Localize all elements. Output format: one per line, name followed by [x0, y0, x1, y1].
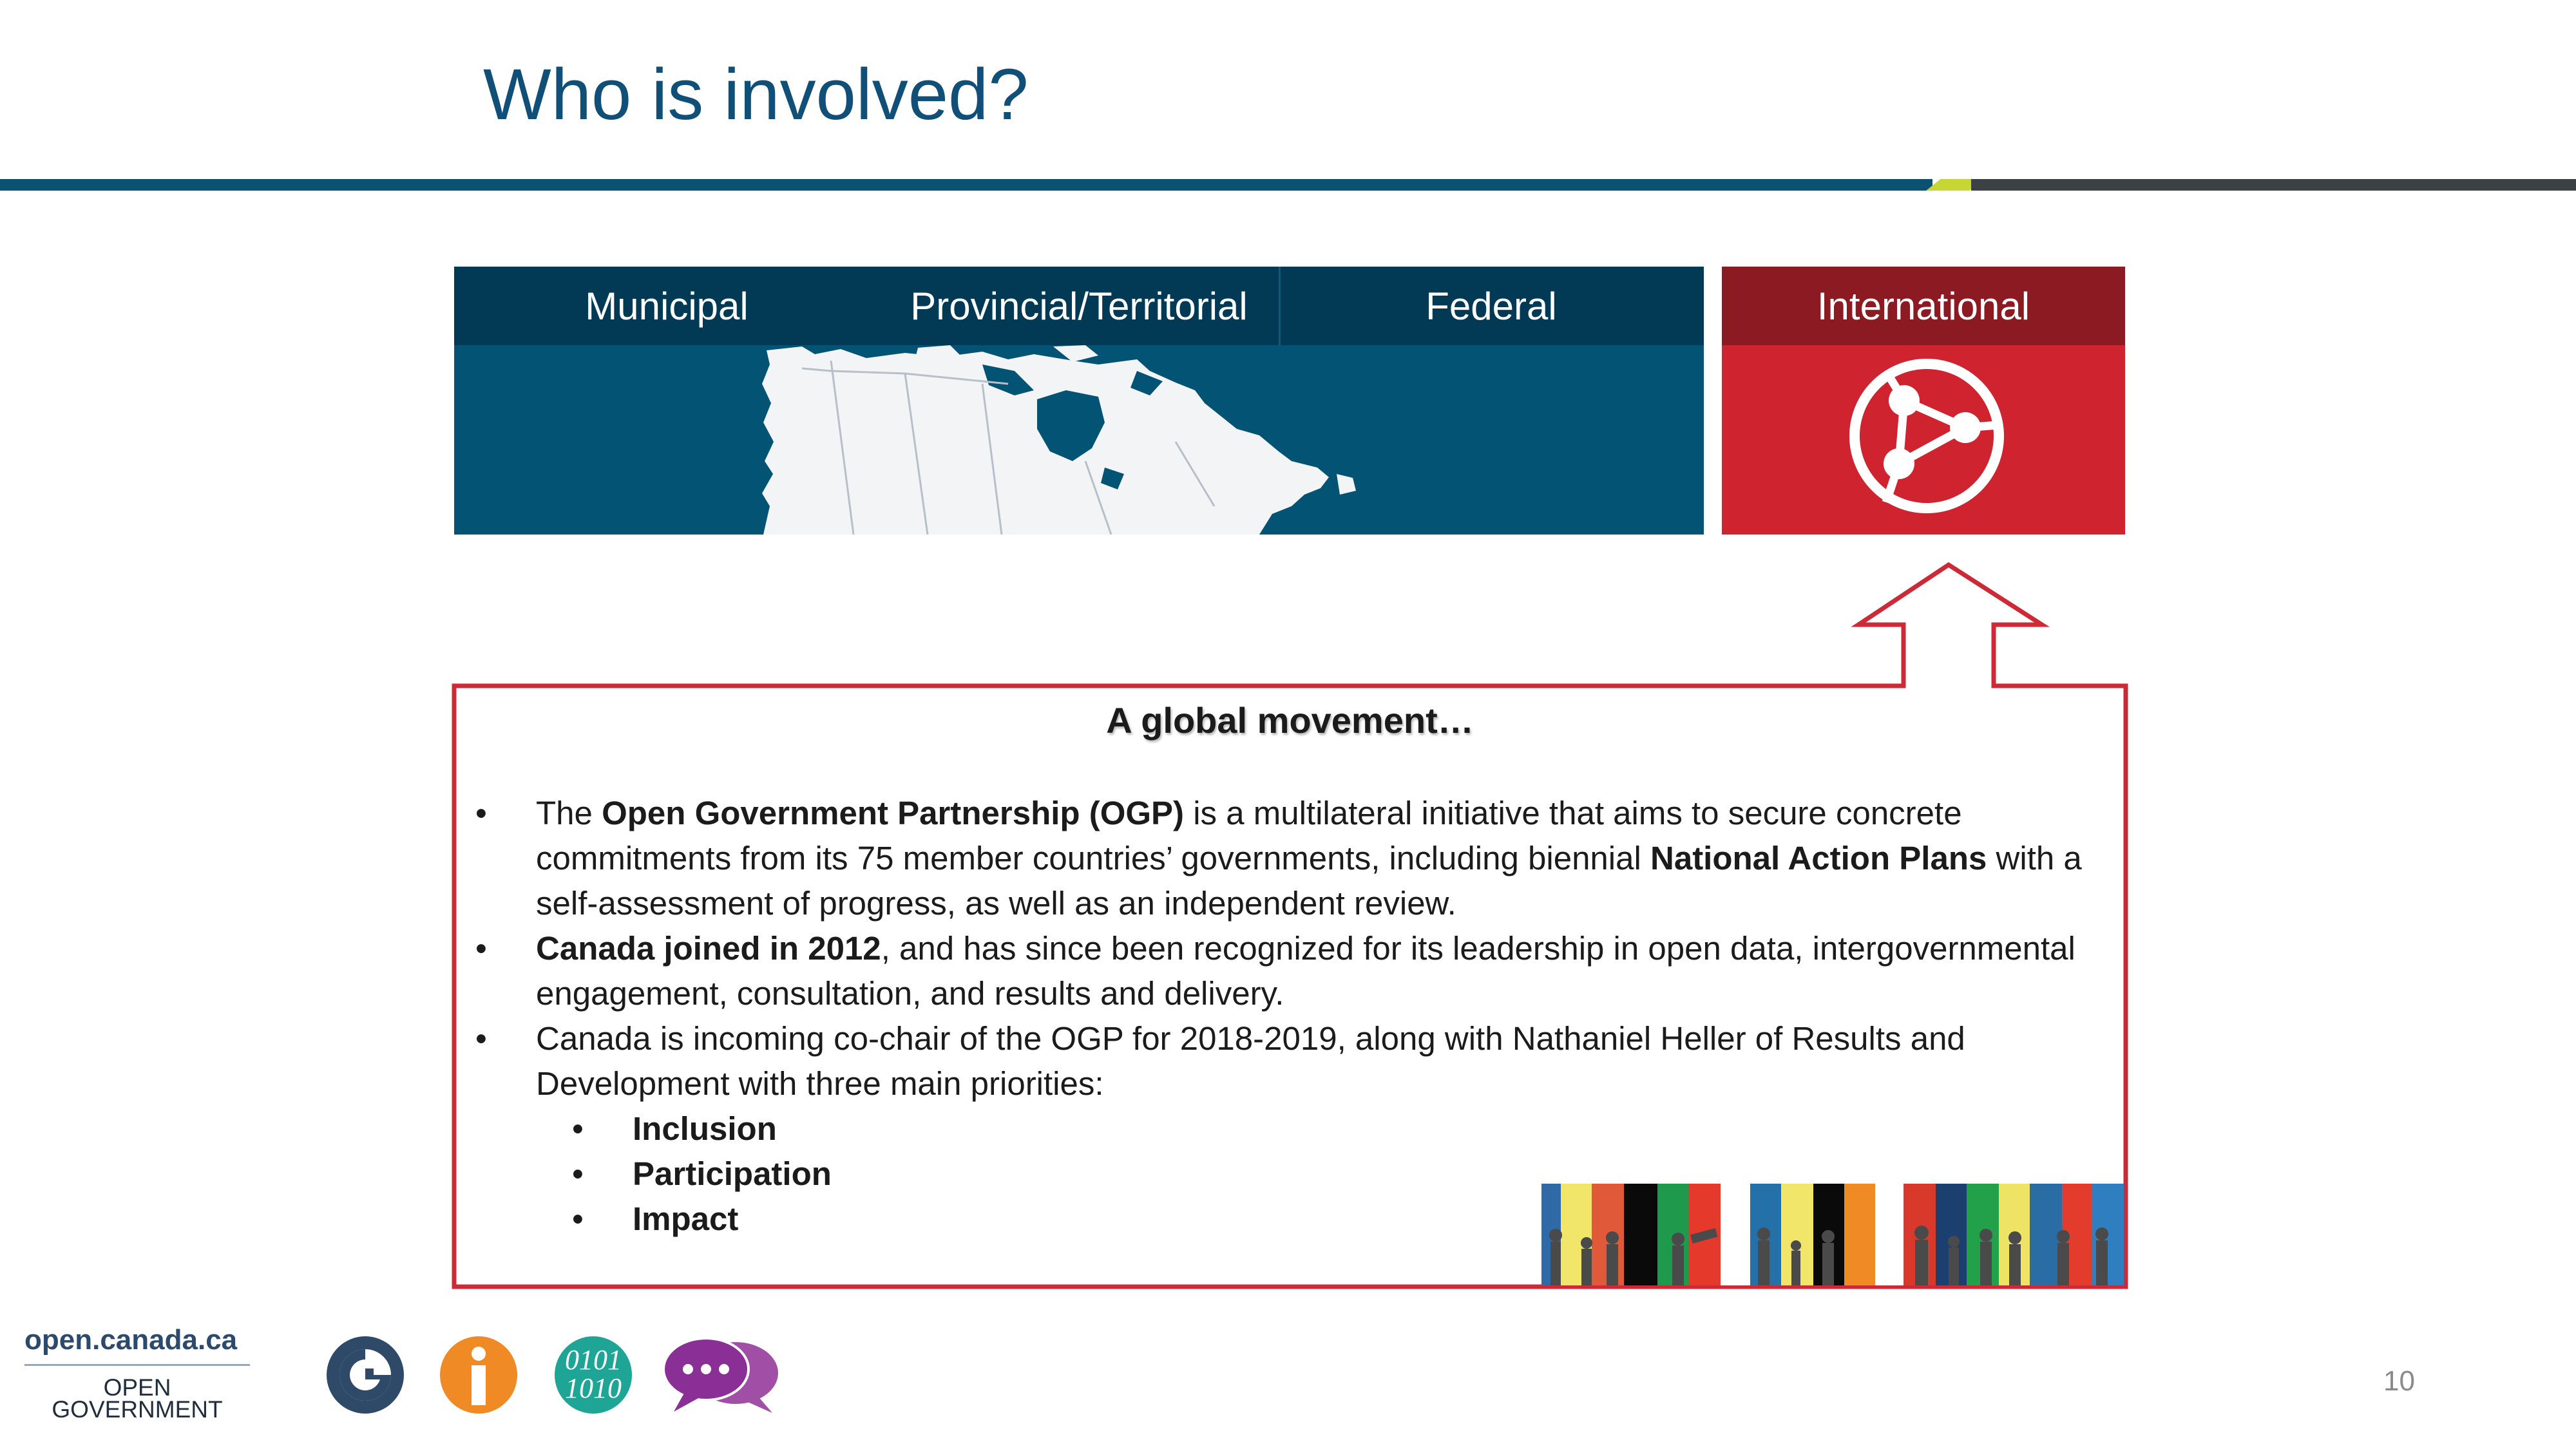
- level-provincial-territorial: Provincial/Territorial: [910, 285, 1248, 328]
- footer-site-name[interactable]: open.canada.ca: [24, 1324, 238, 1356]
- open-data-binary-icon: [545, 1333, 642, 1417]
- open-information-icon: [430, 1333, 527, 1417]
- box-title: A global movement…: [1106, 700, 1474, 741]
- footer-government-label: GOVERNMENT: [52, 1396, 223, 1423]
- footer-divider: [24, 1364, 250, 1366]
- level-federal: Federal: [1426, 285, 1557, 328]
- bullet-ogp: • The Open Government Partnership (OGP) is a multilateral initiative that aims to secure concrete commitments from its 75 member countries’ governments, including biennial National Action Plans with a self-assessment of progress, as well as an independent review.: [464, 791, 2100, 926]
- slide-title: Who is involved?: [483, 54, 1029, 135]
- priority-impact: • Impact: [464, 1197, 2100, 1242]
- box-content: [464, 791, 2100, 1242]
- open-government-g-icon: [317, 1333, 414, 1417]
- binary-bottom-text: 1010: [565, 1372, 622, 1404]
- footer-open-label: OPEN: [103, 1374, 171, 1401]
- priority-inclusion: • Inclusion: [464, 1106, 2100, 1151]
- people-banner-image: [1541, 1184, 2124, 1285]
- binary-top-text: 0101: [565, 1344, 622, 1376]
- level-international: International: [1817, 285, 2030, 328]
- bullet-canada-joined: • Canada joined in 2012, and has since been recognized for its leadership in open data, intergovernmental engagement, consultation, and results and delivery.: [464, 926, 2100, 1016]
- open-dialogue-chat-icon: [660, 1333, 782, 1417]
- level-municipal: Municipal: [585, 285, 749, 328]
- canada-map-panel: [454, 345, 1704, 535]
- bullet-co-chair: • Canada is incoming co-chair of the OGP for 2018-2019, along with Nathaniel Heller of Results and Development with three main priorities:: [464, 1016, 2100, 1106]
- canada-map-image: [454, 345, 1704, 535]
- network-globe-icon: [1846, 355, 2007, 516]
- header-rule: [0, 179, 1932, 191]
- header-rule-dark: [1971, 179, 2576, 191]
- page-number: 10: [2383, 1365, 2415, 1397]
- priority-participation: • Participation: [464, 1151, 2100, 1197]
